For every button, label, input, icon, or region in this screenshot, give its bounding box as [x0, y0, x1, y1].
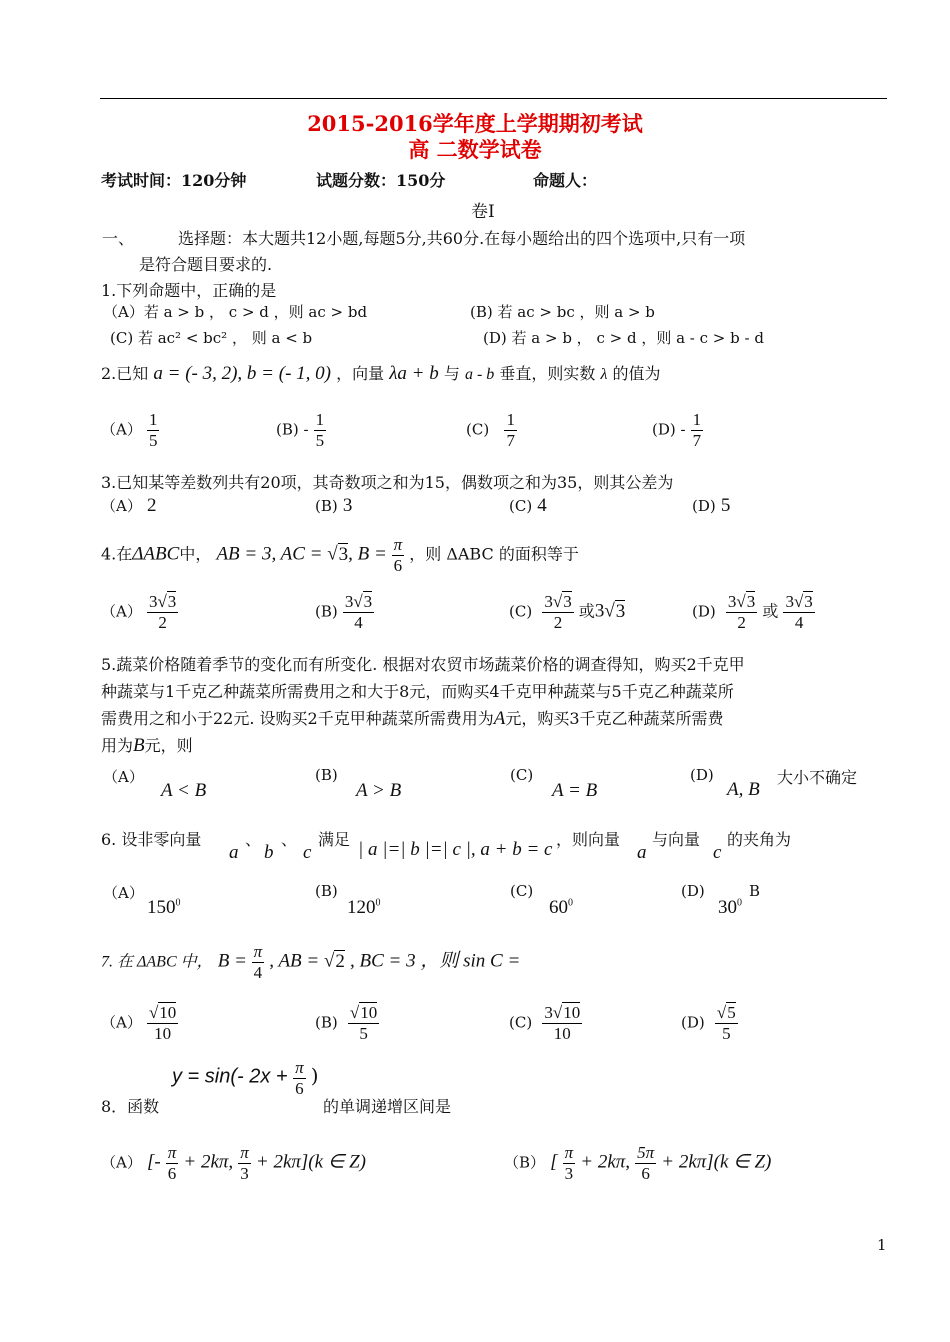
q1-stem: 1.下列命题中，正确的是 [101, 281, 277, 300]
q6-post1: ，则向量 [556, 830, 621, 849]
q6-option-b-label: (B) [315, 882, 338, 900]
q6-vec-a2: a [637, 842, 647, 863]
q6-post2: 与向量 [652, 830, 701, 849]
q8-post: 的单调递增区间是 [323, 1097, 452, 1116]
q6-option-a-label: （A） [103, 884, 144, 902]
q5-line3: 需费用之和小于22元. 设购买2千克甲种蔬菜所需费用为A元，购买3千克乙种蔬菜所需费 [101, 708, 724, 729]
q2-vec1: λa + b [389, 363, 439, 384]
q6-expr: | a |=| b |=| c |, a + b = c [358, 839, 553, 860]
q6-vec-b: b [264, 842, 274, 863]
q4-option-b: (B) $\frac{3√3}{4}$ [315, 592, 373, 632]
q7-option-c: (C) $\frac{3√10}{10}$ [509, 1003, 581, 1043]
q1-option-b: (B) 若 ac > bc ，则 a > b [470, 303, 655, 321]
q5-option-d-text: 大小不确定 [777, 768, 858, 787]
q3-option-a: （A） 2 [101, 495, 157, 516]
q3-option-b: (B) 3 [315, 495, 353, 516]
q4-stem: 4.在ΔABC中， AB = 3, AC = √3, B = $\frac{\pi}{6}$ ，则 ΔABC 的面积等于 [101, 535, 579, 575]
q5-option-c: A = B [552, 780, 598, 801]
q3-option-d: (D) 5 [692, 495, 731, 516]
q5-option-a-label: （A） [103, 768, 144, 786]
header-rule [100, 98, 887, 99]
q6-option-d: $30^0$ [718, 897, 742, 918]
part-label: 卷Ⅰ [471, 202, 495, 222]
q6-mid: 满足 [318, 830, 351, 849]
q2-mid1: ，向量 [336, 364, 385, 383]
q6-option-c-label: (C) [510, 882, 534, 900]
q2-vec2: a - b [464, 366, 495, 383]
q6-option-b: $120^0$ [347, 897, 381, 918]
page-number: 1 [877, 1236, 887, 1254]
exam-time: 考试时间：120分钟 [101, 171, 247, 190]
q4-option-c: (C) $\frac{3√3}{2}$ 或3√3 [509, 592, 626, 632]
q6-sep2: 、 [281, 830, 298, 849]
q2-pre: 2.已知 [101, 364, 149, 383]
q5-option-b: A > B [356, 780, 402, 801]
section-number: 一、 [102, 229, 135, 248]
q6-option-c: $60^0$ [549, 897, 573, 918]
q8-option-b: （B） [ $\frac{\pi}{3}$ + 2kπ, $\frac{5\pi}{6}$ + 2kπ](k ∈ Z) [504, 1143, 772, 1183]
q6-vec-a: a [229, 842, 239, 863]
q6-sep1: 、 [245, 830, 262, 849]
q4-option-a: （A） $\frac{3√3}{2}$ [101, 592, 177, 632]
q1-option-a: （A）若 a > b ， c > d ，则 ac > bd [103, 303, 368, 321]
q5-option-a: A < B [161, 780, 207, 801]
q1-option-d: (D) 若 a > b ， c > d ，则 a - c > b - d [483, 329, 764, 347]
q2-option-c: (C) $\frac{1}{7}$ [466, 410, 515, 450]
q7-stem: 7. 在 ΔABC 中， B = $\frac{\pi}{4}$ , AB = √2 , BC = 3 ，则 sin C = [101, 942, 521, 982]
q4-option-d: (D) $\frac{3√3}{2}$ 或 $\frac{3√3}{4}$ [692, 592, 813, 632]
exam-title: 2015-2016学年度上学期期初考试 [307, 111, 643, 136]
section-instructions-line2: 是符合题目要求的. [139, 255, 273, 274]
q5-option-d: A, B [727, 779, 760, 800]
q6-option-a: $150^0$ [147, 897, 181, 918]
q5-option-c-label: (C) [510, 766, 534, 784]
q2-option-b: (B) - $\frac{1}{5}$ [276, 410, 325, 450]
exam-subtitle: 高 二数学试卷 [408, 137, 542, 162]
q6-answer-mark: B [749, 882, 761, 900]
q3-stem: 3.已知某等差数列共有20项，其奇数项之和为15，偶数项之和为35，则其公差为 [101, 473, 674, 492]
q5-line2: 种蔬菜与1千克乙种蔬菜所需费用之和大于8元，而购买4千克甲种蔬菜与5千克乙种蔬菜所 [101, 682, 734, 701]
q2-stem [101, 361, 661, 385]
q5-option-b-label: (B) [315, 766, 338, 784]
section-instructions-line1: 选择题：本大题共12小题,每题5分,共60分.在每小题给出的四个选项中,只有一项 [178, 229, 746, 248]
q6-vec-c2: c [713, 842, 722, 863]
q6-option-d-label: (D) [681, 882, 705, 900]
q2-post: 的值为 [612, 364, 661, 383]
q1-option-c: (C) 若 ac² < bc² ， 则 a < b [110, 329, 313, 347]
q2-option-d: (D) - $\frac{1}{7}$ [652, 410, 702, 450]
q7-option-d: (D) $\frac{√5}{5}$ [681, 1003, 736, 1043]
q7-option-a: （A） $\frac{√10}{10}$ [101, 1003, 177, 1043]
q2-vectors: a = (- 3, 2), b = (- 1, 0) [153, 363, 331, 384]
q2-lambda: λ [600, 366, 608, 383]
q5-line4: 用为B元，则 [101, 735, 193, 756]
q2-option-a: （A） $\frac{1}{5}$ [101, 410, 158, 450]
q7-option-b: (B) $\frac{√10}{5}$ [315, 1003, 378, 1043]
q5-option-d-label: (D) [690, 766, 714, 784]
q6-pre: 6. 设非零向量 [101, 830, 202, 849]
q6-vec-c: c [303, 842, 312, 863]
exam-score: 试题分数：150分 [316, 171, 446, 190]
q6-post3: 的夹角为 [727, 830, 792, 849]
q2-mid3: 垂直，则实数 [499, 364, 596, 383]
exam-author: 命题人： [533, 171, 598, 190]
q3-option-c: (C) 4 [509, 495, 547, 516]
q8-option-a: （A） [- $\frac{\pi}{6}$ + 2kπ, $\frac{\pi}{3}$ + 2kπ](k ∈ Z) [101, 1143, 367, 1183]
q2-mid2: 与 [443, 364, 460, 383]
q8-num: 8．函数 [101, 1097, 160, 1116]
q5-line1: 5.蔬菜价格随着季节的变化而有所变化. 根据对农贸市场蔬菜价格的调查得知，购买2千克甲 [101, 655, 745, 674]
q8-function: y = sin(- 2x + $\frac{\pi}{6}$ ) [172, 1058, 319, 1098]
